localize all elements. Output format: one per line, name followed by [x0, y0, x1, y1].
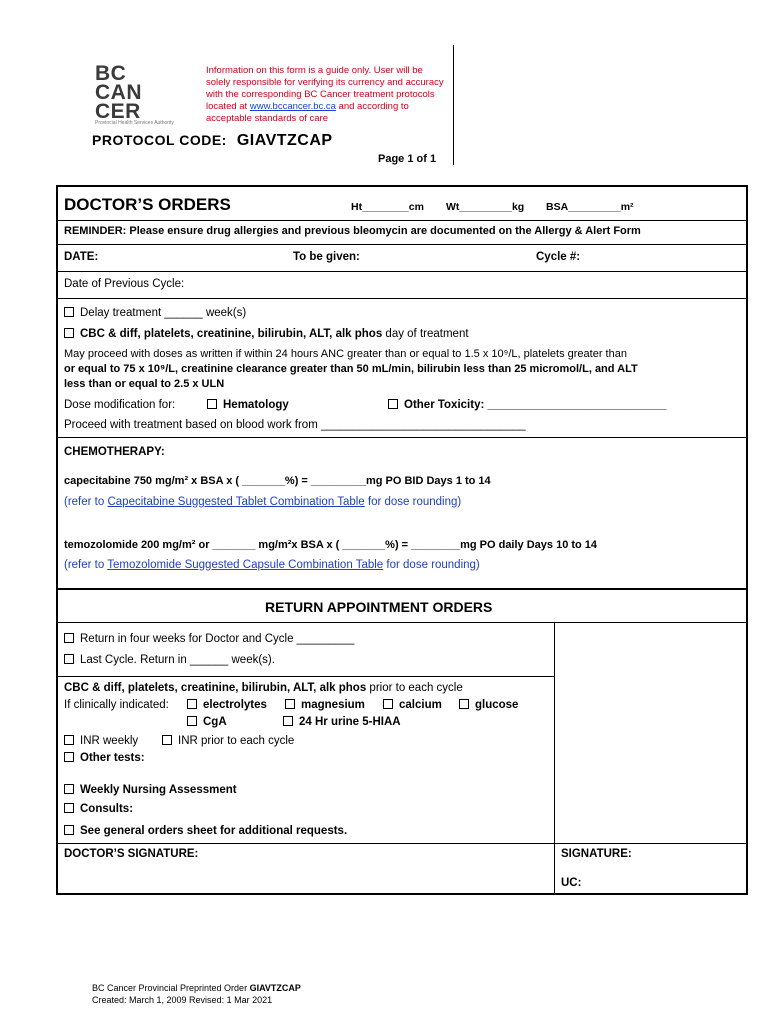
nursing-row	[64, 784, 237, 796]
divider	[56, 298, 748, 299]
dose-mod-label: Dose modification for:	[64, 399, 176, 411]
calcium-label: calcium	[399, 699, 442, 711]
electrolytes-row	[187, 699, 267, 711]
protocol-code	[92, 132, 333, 150]
divider	[56, 843, 748, 844]
glucose-label: glucose	[475, 699, 519, 711]
date-label[interactable]: DATE:	[64, 251, 99, 263]
hematology-label: Hematology	[223, 399, 289, 411]
temozolomide-table-link[interactable]: Temozolomide Suggested Capsule Combination Table	[107, 559, 384, 571]
return-in-text: Return in four weeks for Doctor and Cycle _________	[80, 633, 355, 645]
disclaimer-text: Information on this form is a guide only. User will be solely responsible for verifying its currency and accuracy with the corresponding BC Cancer treatment protocols located at	[206, 65, 444, 112]
cbc-checkbox[interactable]	[64, 328, 74, 338]
capecitabine-line[interactable]: capecitabine 750 mg/m² x BSA x ( _______%) = _________mg PO BID Days 1 to 14	[64, 475, 491, 487]
footer-line-1	[92, 982, 301, 994]
bccancer-link[interactable]: www.bccancer.bc.ca	[249, 101, 336, 112]
proceed-line-1: May proceed with doses as written if within 24 hours ANC greater than or equal to 1.5 x 10⁹/L, platelets greater than	[64, 348, 627, 360]
return-in-row	[64, 633, 354, 645]
cycle-label[interactable]: Cycle #:	[536, 251, 581, 263]
delay-treatment-row	[64, 307, 246, 319]
delay-checkbox[interactable]	[64, 307, 74, 317]
consults-label: Consults:	[80, 803, 134, 815]
divider	[56, 220, 748, 221]
general-orders-label: See general orders sheet for additional requests.	[80, 825, 348, 837]
ref-post: for dose rounding)	[383, 559, 480, 571]
magnesium-label: magnesium	[301, 699, 365, 711]
urine-label: 24 Hr urine 5-HIAA	[299, 716, 401, 728]
uc-label[interactable]: UC:	[561, 877, 582, 889]
bsa-field[interactable]: BSA_________m²	[546, 201, 634, 213]
disclaimer-tail: and according to acceptable standards of care	[206, 101, 409, 124]
cga-row	[187, 716, 227, 728]
inr-prior-checkbox[interactable]	[162, 735, 172, 745]
electrolytes-label: electrolytes	[203, 699, 267, 711]
doctor-signature-label[interactable]: DOCTOR’S SIGNATURE:	[64, 848, 199, 860]
last-cycle-checkbox[interactable]	[64, 654, 74, 664]
header-divider	[453, 45, 454, 165]
cga-checkbox[interactable]	[187, 716, 197, 726]
other-tests-checkbox[interactable]	[64, 752, 74, 762]
cbc-prior-row	[64, 682, 463, 694]
consults-checkbox[interactable]	[64, 803, 74, 813]
logo-subtitle: Provincial Health Services Authority	[95, 120, 174, 126]
divider	[56, 588, 748, 590]
cbc-bold: CBC & diff, platelets, creatinine, bilirubin, ALT, alk phos	[80, 328, 383, 340]
glucose-checkbox[interactable]	[459, 699, 469, 709]
inr-prior-row	[162, 735, 294, 747]
divider	[56, 676, 554, 677]
other-toxicity-row	[388, 399, 667, 411]
last-cycle-row	[64, 654, 275, 666]
previous-cycle-label[interactable]: Date of Previous Cycle:	[64, 278, 185, 290]
temozolomide-line[interactable]: temozolomide 200 mg/m² or _______ mg/m²x BSA x ( _______%) = ________mg PO daily Days 10 to 14	[64, 539, 598, 551]
ref-pre: (refer to	[64, 496, 108, 508]
column-divider	[554, 622, 555, 895]
inr-weekly-checkbox[interactable]	[64, 735, 74, 745]
cga-label: CgA	[203, 716, 227, 728]
inr-weekly-label: INR weekly	[80, 735, 139, 747]
ref-post: for dose rounding)	[364, 496, 462, 508]
divider	[56, 244, 748, 245]
proceed-line-3: less than or equal to 2.5 x ULN	[64, 378, 225, 390]
logo-line-3: CER	[95, 100, 141, 123]
to-be-given-label[interactable]: To be given:	[293, 251, 360, 263]
height-field[interactable]: Ht________cm	[351, 201, 424, 213]
general-orders-row	[64, 825, 347, 837]
last-cycle-text: Last Cycle. Return in ______ week(s).	[80, 654, 275, 666]
ref-pre: (refer to	[64, 559, 108, 571]
inr-prior-label: INR prior to each cycle	[178, 735, 295, 747]
hematology-row	[207, 399, 289, 411]
other-tests-row	[64, 752, 145, 764]
protocol-label: PROTOCOL CODE:	[92, 132, 227, 148]
logo-line-1: BC	[95, 62, 127, 85]
chemo-heading: CHEMOTHERAPY:	[64, 446, 165, 458]
proceed-line-2: or equal to 75 x 10⁹/L, creatinine clearance greater than 50 mL/min, bilirubin less than 25 micromol/L, and ALT	[64, 363, 638, 375]
return-heading: RETURN APPOINTMENT ORDERS	[265, 599, 493, 615]
magnesium-row	[285, 699, 365, 711]
magnesium-checkbox[interactable]	[285, 699, 295, 709]
inr-weekly-row	[64, 735, 138, 747]
nursing-label: Weekly Nursing Assessment	[80, 784, 237, 796]
proceed-bloodwork[interactable]: Proceed with treatment based on blood work from ________________________________	[64, 419, 526, 431]
urine-checkbox[interactable]	[283, 716, 293, 726]
cbc-tail: day of treatment	[382, 328, 469, 340]
cbc-prior-tail: prior to each cycle	[366, 682, 463, 694]
cbc-row	[64, 328, 469, 340]
calcium-row	[383, 699, 442, 711]
delay-text: Delay treatment ______ week(s)	[80, 307, 247, 319]
other-tests-label: Other tests:	[80, 752, 145, 764]
divider	[56, 271, 748, 272]
doctors-orders-title: DOCTOR’S ORDERS	[64, 195, 231, 214]
bc-cancer-logo	[95, 64, 142, 121]
protocol-code-value: GIAVTZCAP	[236, 132, 333, 149]
return-in-checkbox[interactable]	[64, 633, 74, 643]
capecitabine-ref	[64, 496, 461, 508]
nursing-checkbox[interactable]	[64, 784, 74, 794]
capecitabine-table-link[interactable]: Capecitabine Suggested Tablet Combination Table	[107, 496, 365, 508]
page-number: Page 1 of 1	[378, 153, 437, 165]
other-toxicity-label: Other Toxicity: ____________________________	[404, 399, 667, 411]
temozolomide-ref	[64, 559, 480, 571]
consults-row	[64, 803, 133, 815]
weight-field[interactable]: Wt_________kg	[446, 201, 525, 213]
electrolytes-checkbox[interactable]	[187, 699, 197, 709]
urine-row	[283, 716, 401, 728]
footer-line-2: Created: March 1, 2009 Revised: 1 Mar 2021	[92, 995, 273, 1005]
divider	[56, 622, 748, 623]
footer-code: GIAVTZCAP	[249, 983, 301, 993]
hematology-checkbox[interactable]	[207, 399, 217, 409]
cbc-prior-bold: CBC & diff, platelets, creatinine, bilirubin, ALT, alk phos	[64, 682, 367, 694]
footer-pre: BC Cancer Provincial Preprinted Order	[92, 983, 250, 993]
reminder: REMINDER: Please ensure drug allergies and previous bleomycin are documented on the Allergy & Alert Form	[64, 225, 641, 237]
if-clinically-label: If clinically indicated:	[64, 699, 169, 711]
logo-line-2: CAN	[95, 81, 142, 104]
signature-label[interactable]: SIGNATURE:	[561, 848, 632, 860]
divider	[56, 437, 748, 438]
calcium-checkbox[interactable]	[383, 699, 393, 709]
other-toxicity-checkbox[interactable]	[388, 399, 398, 409]
general-orders-checkbox[interactable]	[64, 825, 74, 835]
glucose-row	[459, 699, 518, 711]
footer	[92, 982, 301, 1006]
disclaimer	[206, 65, 446, 125]
